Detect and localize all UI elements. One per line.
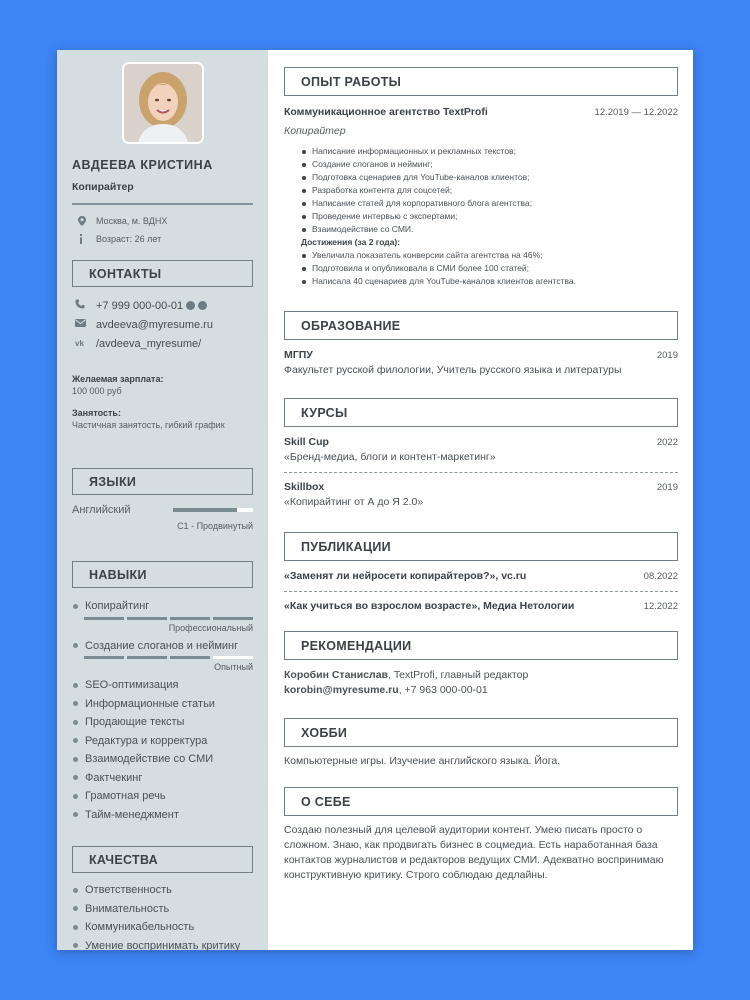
- divider: [284, 472, 678, 473]
- language-level-bar: [173, 508, 253, 512]
- quality-item: Умение воспринимать критику: [72, 937, 253, 956]
- language-level: C1 - Продвинутый: [177, 521, 253, 531]
- recommender-name: Коробин Станислав: [284, 669, 389, 681]
- vk-row: [72, 334, 253, 353]
- email-text[interactable]: avdeeva@myresume.ru: [96, 318, 213, 331]
- location-text: Москва, м. ВДНХ: [96, 216, 168, 226]
- skill-item: Информационные статьи: [72, 695, 253, 714]
- list-item: Проведение интервью с экспертами;: [312, 210, 678, 223]
- divider: [284, 591, 678, 592]
- person-name: АВДЕЕВА КРИСТИНА: [72, 158, 213, 172]
- resume-page: [57, 50, 693, 950]
- experience-dates: 12.2019 — 12.2022: [594, 107, 678, 118]
- skill-level: Профессиональный: [168, 622, 253, 633]
- course-org: Skillbox: [284, 481, 325, 493]
- about-text: Создаю полезный для целевой аудитории контент. Умею писать просто о сложном. Знаю, как продвигать бизнес в соцмедиа. Есть наработанная база контактов журналистов и редакторов ведущих СМИ. Адекватно воспринимаю конструктивную критику. Строго соблюдаю дедлайны.: [284, 824, 664, 881]
- main-content: [268, 50, 693, 950]
- phone-row: [72, 296, 253, 315]
- hobby-text: Компьютерные игры. Изучение английского языка. Йога.: [284, 755, 561, 767]
- skill-item: Грамотная речь: [72, 787, 253, 806]
- education-year: 2019: [656, 350, 678, 361]
- whatsapp-icon[interactable]: [186, 301, 195, 310]
- age-row: [72, 230, 253, 248]
- person-role: Копирайтер: [72, 181, 253, 205]
- publications-heading: ПУБЛИКАЦИИ: [284, 532, 678, 561]
- list-item: Подготовила и опубликовала в СМИ более 100 статей;: [312, 262, 678, 275]
- location-row: [72, 212, 253, 230]
- avatar: [122, 62, 204, 144]
- phone-icon: [72, 299, 96, 312]
- skills-heading: НАВЫКИ: [72, 561, 253, 588]
- list-item: Взаимодействие со СМИ.: [312, 223, 678, 236]
- skill-item: SEO-оптимизация: [72, 676, 253, 695]
- duties-list: [312, 145, 678, 236]
- achievements-list: [312, 249, 678, 288]
- publication-date: 12.2022: [643, 601, 678, 612]
- quality-item: Коммуникабельность: [72, 918, 253, 937]
- skill-item: Взаимодействие со СМИ: [72, 750, 253, 769]
- recommender-phone: , +7 963 000-00-01: [398, 684, 488, 696]
- language-name: Английский: [72, 504, 131, 516]
- skill-item: Копирайтинг: [72, 597, 253, 616]
- skill-item: Продающие тексты: [72, 713, 253, 732]
- contacts-heading: КОНТАКТЫ: [72, 260, 253, 287]
- salary-block: [72, 374, 253, 396]
- qualities-heading: КАЧЕСТВА: [72, 846, 253, 873]
- languages-heading: ЯЗЫКИ: [72, 468, 253, 495]
- telegram-icon[interactable]: [198, 301, 207, 310]
- experience-position: Копирайтер: [284, 125, 346, 137]
- skill-item: Тайм-менеджмент: [72, 806, 253, 825]
- salary-label: Желаемая зарплата:: [72, 374, 164, 384]
- skill-rating-bar: [84, 617, 253, 620]
- skill-rating-bar: [84, 656, 253, 659]
- skill-level: Опытный: [214, 662, 253, 672]
- hobby-heading: ХОББИ: [284, 718, 678, 747]
- phone-text[interactable]: +7 999 000-00-01: [96, 299, 184, 312]
- vk-text[interactable]: /avdeeva_myresume/: [96, 337, 202, 350]
- mail-icon: [72, 319, 96, 330]
- recommender-email[interactable]: korobin@myresume.ru: [284, 684, 399, 696]
- list-item: Создание слоганов и нейминг;: [312, 158, 678, 171]
- employment-label: Занятость:: [72, 408, 121, 418]
- education-heading: ОБРАЗОВАНИЕ: [284, 311, 678, 340]
- course-desc: «Бренд-медиа, блоги и контент-маркетинг»: [284, 451, 496, 463]
- list-item: Написание информационных и рекламных текстов;: [312, 145, 678, 158]
- list-item: Разработка контента для соцсетей;: [312, 184, 678, 197]
- course-org: Skill Cup: [284, 436, 329, 448]
- course-desc: «Копирайтинг от А до Я 2.0»: [284, 496, 424, 508]
- language-row: [72, 504, 253, 516]
- about-heading: О СЕБЕ: [284, 787, 678, 816]
- list-item: Написание статей для корпоративного блога агентства;: [312, 197, 678, 210]
- list-item: Подготовка сценариев для YouTube-каналов клиентов;: [312, 171, 678, 184]
- salary-value: 100 000 руб: [72, 386, 122, 396]
- course-year: 2019: [656, 482, 678, 493]
- education-desc: Факультет русской филологии, Учитель русского языка и литературы: [284, 364, 622, 376]
- courses-heading: КУРСЫ: [284, 398, 678, 427]
- publication-date: 08.2022: [643, 571, 678, 582]
- recommendations-heading: РЕКОМЕНДАЦИИ: [284, 631, 678, 660]
- skill-item: Фактчекинг: [72, 769, 253, 788]
- age-text: Возраст: 26 лет: [96, 234, 162, 244]
- education-school: МГПУ: [284, 349, 313, 361]
- employment-value: Частичная занятость, гибкий график: [72, 420, 225, 430]
- publication-title: «Заменят ли нейросети копирайтеров?», vc.ru: [284, 570, 527, 582]
- experience-org: Коммуникационное агентство TextProfi: [284, 106, 488, 118]
- info-icon: [72, 234, 96, 244]
- recommendation-line: [284, 668, 678, 683]
- course-year: 2022: [656, 437, 678, 448]
- skill-item: Создание слоганов и нейминг: [72, 637, 253, 656]
- achievements-title: Достижения (за 2 года):: [301, 237, 401, 247]
- list-item: Увеличила показатель конверсии сайта агентства на 46%;: [312, 249, 678, 262]
- quality-item: Внимательность: [72, 900, 253, 919]
- portrait-image: [124, 64, 202, 142]
- experience-heading: ОПЫТ РАБОТЫ: [284, 67, 678, 96]
- recommendation-contact: [284, 683, 678, 698]
- quality-item: Ответственность: [72, 881, 253, 900]
- recommender-info: , TextProfi, главный редактор: [388, 669, 529, 681]
- publication-title: «Как учиться во взрослом возрасте», Медиа Нетологии: [284, 600, 575, 612]
- vk-icon: vk: [75, 339, 84, 348]
- map-pin-icon: [72, 216, 96, 226]
- skill-item: Редактура и корректура: [72, 732, 253, 751]
- email-row: [72, 315, 253, 334]
- sidebar: [57, 50, 268, 950]
- list-item: Написала 40 сценариев для YouTube-каналов клиентов агентства.: [312, 275, 678, 288]
- employment-block: [72, 408, 253, 430]
